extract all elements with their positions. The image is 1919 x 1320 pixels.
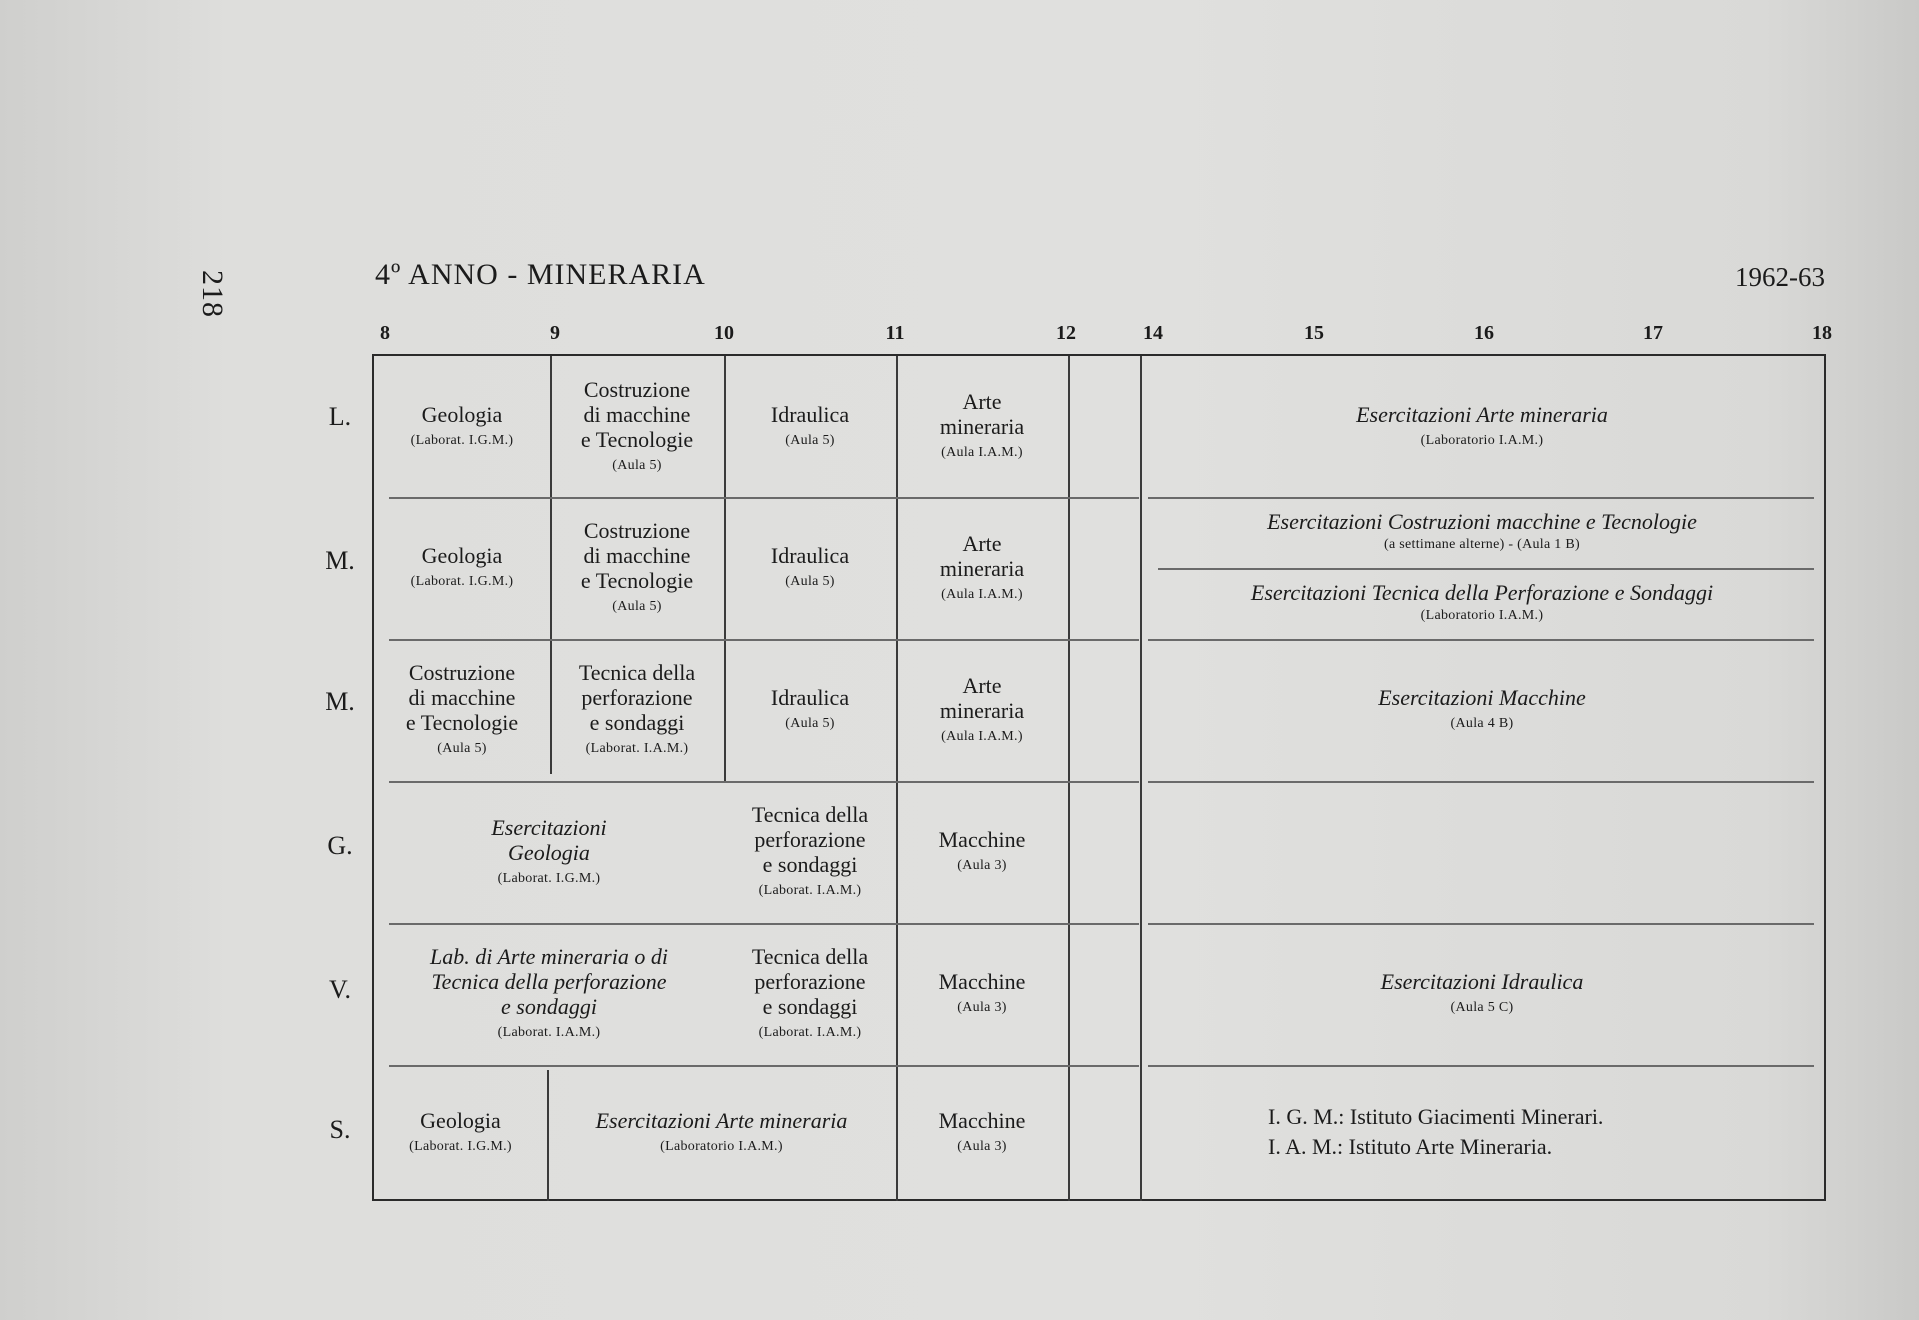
row-divider: [1148, 1065, 1814, 1067]
legend-igm: I. G. M.: Istituto Giacimenti Minerari.: [1268, 1104, 1604, 1129]
course-room: (Aula 5 C): [1450, 1000, 1514, 1015]
course-title: Lab. di Arte mineraria o di: [430, 944, 668, 969]
cell-sab-esercitazioni: [547, 1065, 896, 1201]
legend-iam: I. A. M.: Istituto Arte Mineraria.: [1268, 1134, 1553, 1159]
course-room: (Aula 3): [957, 858, 1007, 873]
hour-label: 18: [1812, 322, 1832, 344]
course-title: Geologia: [421, 543, 503, 568]
course-room: (Aula I.A.M.): [941, 728, 1023, 744]
course-title: Esercitazioni Idraulica: [1380, 969, 1584, 994]
course-title: Esercitazioni Arte mineraria: [1356, 401, 1608, 427]
day-label-venerdi: V.: [329, 975, 351, 1004]
course-title: e Tecnologie: [580, 568, 694, 593]
course-room: (Laborat. I.A.M.): [758, 1025, 862, 1040]
course-title: Tecnica della perforazione: [431, 969, 667, 994]
cell-sab-geologia: [374, 1065, 547, 1201]
anno-number: 4º: [375, 258, 402, 291]
hour-label: 11: [885, 322, 905, 344]
cell-mar-costruzione: [550, 497, 724, 639]
hour-label: 15: [1304, 322, 1324, 344]
course-room: (Laborat. I.G.M.): [410, 574, 514, 589]
course-title: Idraulica: [770, 685, 850, 710]
day-label-sabato: S.: [329, 1115, 351, 1144]
course-room: (Aula 5): [785, 716, 835, 731]
hour-label: 9: [550, 322, 560, 344]
course-title: e sondaggi: [762, 994, 858, 1019]
page-title: [375, 258, 706, 292]
course-room: (Laborat. I.A.M.): [497, 1025, 601, 1040]
course-title: e sondaggi: [589, 710, 685, 735]
course-room: (Laborat. I.A.M.): [758, 883, 862, 898]
day-label-martedi: M.: [325, 546, 355, 575]
abbreviation-legend: [1268, 1102, 1603, 1162]
cell-lun-arte: [896, 356, 1068, 497]
cell-mar-arte: [896, 497, 1068, 639]
course-title: Esercitazioni Tecnica della Perforazione e Sondaggi: [1250, 580, 1714, 605]
course-room: (Aula 5): [437, 741, 487, 756]
course-title: Costruzione: [408, 660, 516, 685]
grid-line-12: [1068, 356, 1070, 1201]
cell-ven-macchine: [896, 923, 1068, 1065]
course-room: (Aula 5): [612, 457, 662, 473]
day-label-mercoledi: M.: [325, 687, 355, 716]
course-title: Costruzione: [583, 376, 691, 402]
course-room: (Aula 5): [612, 599, 662, 614]
course-room: (Laborat. I.G.M.): [497, 870, 601, 886]
cell-mer-idraulica: [724, 639, 896, 781]
course-title: di macchine: [408, 685, 516, 710]
academic-year: 1962-63: [1735, 262, 1825, 292]
course-title: Geologia: [421, 401, 503, 427]
course-title: Geologia: [508, 839, 590, 865]
course-title: Arte: [962, 672, 1002, 698]
cell-ven-esercitazioni: [1140, 923, 1824, 1065]
cell-lun-esercitazioni: [1140, 356, 1824, 497]
course-title: Tecnica della: [578, 660, 696, 685]
course-title: perforazione: [754, 969, 866, 994]
course-title: perforazione: [754, 827, 866, 852]
hour-label: 16: [1474, 322, 1494, 344]
course-title: e sondaggi: [762, 852, 858, 877]
cell-mar-geologia: [374, 497, 550, 639]
course-room: (Aula 5): [785, 432, 835, 448]
cell-lun-idraulica: [724, 356, 896, 497]
course-title: Macchine: [938, 969, 1026, 994]
cell-mer-esercitazioni: [1140, 639, 1824, 781]
cell-mer-costruzione: [374, 639, 550, 781]
cell-lun-costruzione: [550, 356, 724, 497]
cell-mar-idraulica: [724, 497, 896, 639]
course-title: Esercitazioni Macchine: [1378, 685, 1586, 710]
row-divider: [1148, 781, 1814, 783]
course-title: Costruzione: [583, 518, 691, 543]
course-title: Tecnica della: [751, 944, 869, 969]
cell-mar-eserc-costruzioni: [1140, 497, 1824, 568]
hour-label: 10: [714, 322, 734, 344]
course-room: (Laboratorio I.A.M.): [1420, 432, 1544, 448]
course-title: Esercitazioni: [491, 814, 607, 840]
course-room: (Laborat. I.G.M.): [410, 432, 514, 448]
cell-sab-macchine: [896, 1065, 1068, 1201]
course-title: Geologia: [420, 1108, 501, 1133]
course-title: Esercitazioni Costruzioni macchine e Tecnologie: [1267, 509, 1697, 534]
course-title: Idraulica: [770, 543, 850, 568]
course-title: mineraria: [939, 414, 1025, 439]
hour-label: 8: [380, 322, 390, 344]
course-title: Idraulica: [770, 401, 850, 427]
title-text: ANNO - MINERARIA: [408, 258, 706, 291]
cell-mer-arte: [896, 639, 1068, 781]
course-title: Arte: [962, 530, 1002, 556]
cell-gio-macchine: [896, 781, 1068, 923]
course-title: perforazione: [581, 685, 693, 710]
page-number: 218: [196, 270, 229, 318]
hour-label: 14: [1143, 322, 1163, 344]
course-room: (a settimane alterne) - (Aula 1 B): [1383, 537, 1580, 552]
cell-ven-lab: [374, 923, 724, 1065]
course-title: e Tecnologie: [405, 710, 519, 735]
course-title: mineraria: [939, 555, 1025, 581]
course-title: e sondaggi: [501, 994, 597, 1019]
course-room: (Aula 5): [785, 574, 835, 589]
course-title: Tecnica della: [751, 802, 869, 827]
course-room: (Laborat. I.G.M.): [409, 1139, 512, 1154]
cell-gio-tecnica: [724, 781, 896, 923]
cell-mer-tecnica: [550, 639, 724, 781]
hour-label: 17: [1643, 322, 1663, 344]
day-label-lunedi: L.: [328, 402, 352, 431]
course-title: di macchine: [583, 401, 691, 427]
cell-gio-eserc-geologia: [374, 781, 724, 923]
course-title: mineraria: [939, 697, 1025, 723]
day-label-giovedi: G.: [327, 831, 353, 860]
course-room: (Aula I.A.M.): [941, 445, 1023, 460]
course-room: (Aula 4 B): [1450, 716, 1514, 731]
course-title: Macchine: [938, 827, 1026, 852]
course-title: Arte: [962, 389, 1002, 414]
course-room: (Aula 3): [957, 1139, 1007, 1154]
course-title: Esercitazioni Arte mineraria: [595, 1108, 848, 1133]
course-title: Macchine: [938, 1108, 1026, 1133]
course-room: (Laborat. I.A.M.): [585, 741, 689, 756]
course-title: e Tecnologie: [580, 426, 694, 452]
course-room: (Aula 3): [957, 1000, 1007, 1015]
cell-mar-eserc-tecnica: [1140, 568, 1824, 639]
course-room: (Aula I.A.M.): [941, 586, 1023, 602]
hour-label: 12: [1056, 322, 1076, 344]
cell-lun-geologia: [374, 356, 550, 497]
timetable-grid: [372, 354, 1826, 1201]
course-title: di macchine: [583, 543, 691, 568]
course-room: (Laboratorio I.A.M.): [1420, 608, 1544, 623]
course-room: (Laboratorio I.A.M.): [660, 1139, 783, 1154]
cell-ven-tecnica: [724, 923, 896, 1065]
